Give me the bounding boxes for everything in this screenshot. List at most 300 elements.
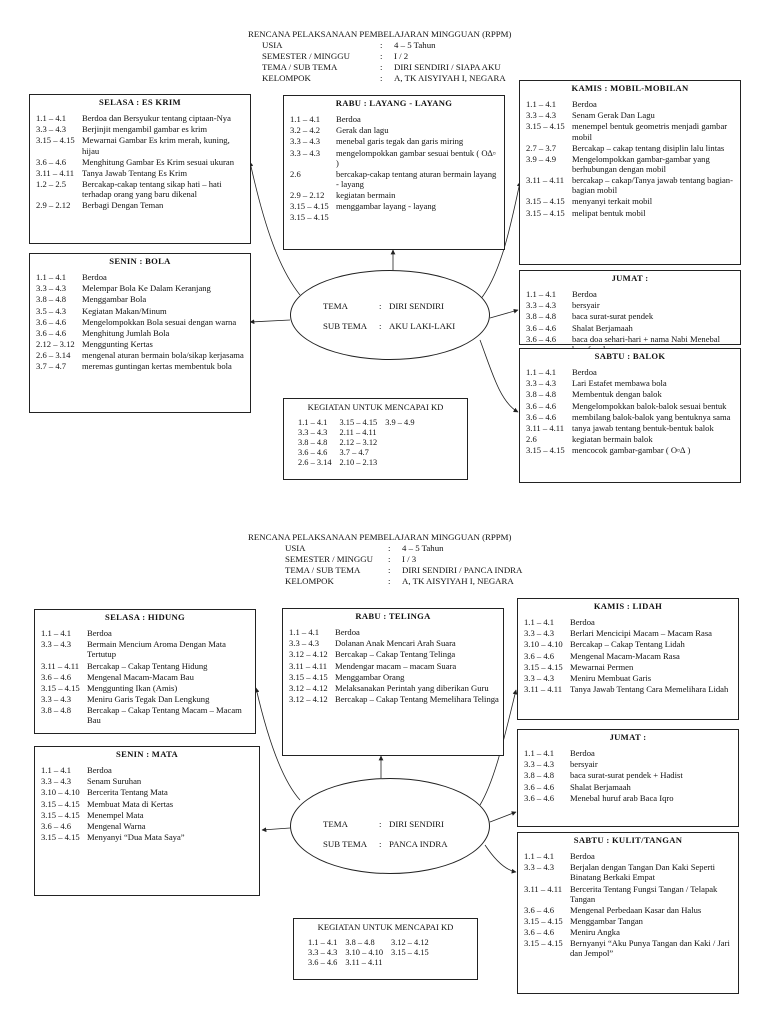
activity-item [41,765,255,775]
activity-text: Membuat Mata di Kertas [87,798,174,809]
activity-item [41,694,251,704]
activity-item [526,445,736,455]
arrow-to-jumat-1 [490,310,518,318]
activity-item [41,672,251,682]
activity-text: baca surat-surat pendek + Hadist [570,770,683,781]
activity-text: Melaksanakan Perintah yang diberikan Guru [335,682,489,693]
kd-code: 3.10 – 4.10 [41,787,80,798]
kd-code: 3.6 – 4.6 [36,316,67,327]
center-tema: TEMA : DIRI SENDIRI [323,819,444,829]
activity-text: Mendengar macam – macam Suara [335,660,457,671]
activity-list [35,628,255,725]
kd-row [298,428,423,438]
kd-code: 2.12 – 3.12 [36,338,75,349]
activity-list [518,851,738,958]
kd-code: 1.1 – 4.1 [290,114,321,125]
activity-item [524,927,734,937]
activity-text: membilang balok-balok yang bentuknya sama [572,411,731,422]
kd-code: 3.15 – 4.15 [41,798,80,809]
activity-item [289,661,499,671]
activity-item [524,684,734,694]
activity-item [289,683,499,693]
kd-cell: 2.6 – 3.14 [298,458,332,468]
kd-code: 3.3 – 4.3 [526,378,557,389]
kd-cell: 3.6 – 4.6 [308,958,338,968]
kd-cell [385,438,422,448]
activity-text: Berbagi Dengan Teman [82,200,164,211]
header-row-semester: SEMESTER / MINGGU : I / 3 [285,554,417,564]
kd-code: 2.6 – 3.14 [36,350,71,361]
kd-code: 3.15 – 4.15 [524,915,563,926]
kd-cell: 3.8 – 4.8 [298,438,328,448]
kd-code: 3.8 – 4.8 [524,770,555,781]
kd-code: 3.3 – 4.3 [526,300,557,311]
activity-item [36,113,246,123]
kd-code: 3.6 – 4.6 [41,671,72,682]
kd-cell: 3.11 – 4.11 [345,958,383,968]
activity-item [524,639,734,649]
activity-text: Berdoa dan Bersyukur tentang ciptaan-Nya [82,113,231,124]
activity-item [41,683,251,693]
activity-list [518,617,738,694]
header-row-kelompok: KELOMPOK : A, TK AISYIYAH I, NEGARA [285,576,514,586]
activity-item [526,423,736,433]
activity-list [520,99,740,218]
activity-text: Berdoa [572,367,597,378]
activity-text: Berjinjit mengambil gambar es krim [82,124,208,135]
activity-text: Bercakap – Cakap Tentang Telinga [335,649,456,660]
activity-list [283,627,503,704]
activity-item [36,135,246,155]
box-title: KAMIS : MOBIL-MOBILAN [571,83,689,93]
activity-item [289,627,499,637]
activity-item [526,143,736,153]
activity-text: meremas guntingan kertas membentuk bola [82,361,232,372]
box-title: SELASA : ES KRIM [99,97,181,107]
kd-code: 3.15 – 4.15 [41,682,80,693]
activity-text: Melempar Bola Ke Dalam Keranjang [82,283,211,294]
activity-item [289,649,499,659]
activity-text: menggambar layang - layang [336,201,436,212]
activity-text: Menghitung Jumlah Bola [82,327,170,338]
activity-item [526,289,736,299]
activity-item [526,412,736,422]
activity-text: Tanya Jawab Tentang Cara Memelihara Lidah [570,683,729,694]
activity-item [524,938,734,958]
header-row-kelompok: KELOMPOK : A, TK AISYIYAH I, NEGARA [262,73,506,83]
kd-row [308,958,437,968]
activity-item [524,748,734,758]
kd-cell [385,428,422,438]
box-title: SENIN : MATA [115,749,178,759]
activity-item [290,201,500,211]
activity-item [41,787,255,797]
activity-item [524,905,734,915]
kd-code: 3.12 – 4.12 [289,682,328,693]
activity-text: Menggunting Kertas [82,338,153,349]
activity-text: Mewarnai Gambar Es krim merah, kuning, hijau [82,135,230,156]
kd-code: 3.15 – 4.15 [290,201,329,212]
activity-item [41,705,251,725]
activity-item [41,776,255,786]
activity-text: mengelompokkan gambar sesuai bentuk ( O∆▫ ) [336,147,496,168]
kd-code: 1.1 – 4.1 [524,851,555,862]
activity-text: Menebal huruf arab Baca Iqro [570,792,674,803]
activity-item [524,782,734,792]
kd-table [308,938,437,968]
kd-row [308,948,437,958]
activity-item [526,154,736,174]
activity-text: melipat bentuk mobil [572,207,646,218]
activity-item [290,190,500,200]
activity-text: Shalat Berjamaah [570,781,631,792]
activity-item [524,884,734,904]
plan-title: RENCANA PELAKSANAAN PEMBELAJARAN MINGGUAN (RPPM) [248,29,512,39]
box-senin [29,253,251,413]
activity-item [526,323,736,333]
kd-cell: 3.9 – 4.9 [385,418,415,428]
kd-code: 3.3 – 4.3 [524,862,555,873]
box-senin [34,746,260,896]
kd-code: 3.12 – 4.12 [289,693,328,704]
activity-text: mencocok gambar-gambar ( O▫∆ ) [572,445,691,456]
activity-item [526,208,736,218]
kd-cell: 3.6 – 4.6 [298,448,328,458]
activity-text: Bercakap – Cakap Tentang Lidah [570,639,685,650]
arrow-to-senin-1 [250,320,290,322]
kd-cell: 2.10 – 2.13 [339,458,378,468]
kd-cell [385,458,422,468]
arrow-to-sabtu-2 [485,845,516,872]
kd-code: 3.3 – 4.3 [36,124,67,135]
activity-text: Menyanyi “Dua Mata Saya” [87,831,185,842]
kd-box [293,918,478,980]
kd-cell: 3.8 – 4.8 [345,938,375,948]
activity-item [36,361,246,371]
activity-text: Meniru Membuat Garis [570,672,652,683]
kd-code: 1.1 – 4.1 [36,113,67,124]
activity-text: Berjalan dengan Tangan Dan Kaki Seperti Binatang Berkaki Empat [570,862,716,883]
activity-list [520,367,740,455]
activity-item [526,99,736,109]
kd-code: 3.5 – 4.3 [36,305,67,316]
kd-code: 2.6 [290,168,301,179]
box-selasa [29,94,251,244]
activity-text: Shalat Berjamaah [572,322,633,333]
kd-code: 3.6 – 4.6 [526,333,557,344]
kd-code: 3.10 – 4.10 [524,639,563,650]
kd-code: 3.6 – 4.6 [526,322,557,333]
kd-cell: 2.12 – 3.12 [339,438,378,448]
kd-code: 2.9 – 2.12 [290,190,325,201]
kd-code: 3.6 – 4.6 [524,904,555,915]
activity-text: menyanyi terkait mobil [572,196,653,207]
activity-item [524,759,734,769]
kd-code: 3.15 – 4.15 [526,196,565,207]
box-title: SENIN : BOLA [109,256,171,266]
activity-text: menebal garis tegak dan garis miring [336,136,464,147]
activity-text: Berdoa [570,851,595,862]
kd-row [298,438,423,448]
kd-code: 3.11 – 4.11 [36,167,75,178]
kd-code: 3.11 – 4.11 [289,660,328,671]
activity-text: Menggambar Bola [82,294,147,305]
activity-text: Tanya Jawab Tentang Es Krim [82,167,188,178]
activity-item [290,125,500,135]
box-jumat [519,270,741,345]
header-row-semester: SEMESTER / MINGGU : I / 2 [262,51,409,61]
plan-title: RENCANA PELAKSANAAN PEMBELAJARAN MINGGUAN (RPPM) [248,532,512,542]
activity-item [526,378,736,388]
activity-text: Berlari Mencicipi Macam – Macam Rasa [570,628,712,639]
activity-text: Berdoa [87,628,112,639]
kd-code: 3.6 – 4.6 [36,327,67,338]
activity-text: Berdoa [87,765,112,776]
kd-code: 3.3 – 4.3 [290,136,321,147]
kd-code: 3.3 – 4.3 [524,628,555,639]
activity-item [36,272,246,282]
activity-text: Berdoa [572,99,597,110]
activity-item [526,110,736,120]
kd-code: 1.1 – 4.1 [36,272,67,283]
activity-item [290,114,500,124]
activity-text: Mengenal Warna [87,820,146,831]
activity-item [289,672,499,682]
kd-code: 3.2 – 4.2 [290,125,321,136]
kd-row [308,938,437,948]
activity-item [526,401,736,411]
activity-item [524,793,734,803]
activity-text: Berdoa [572,289,597,300]
center-tema: TEMA : DIRI SENDIRI [323,301,444,311]
activity-item [36,124,246,134]
activity-item [290,212,500,222]
kd-code: 3.15 – 4.15 [524,661,563,672]
kd-code: 1.1 – 4.1 [524,617,555,628]
activity-item [526,389,736,399]
kd-code: 1.1 – 4.1 [41,765,72,776]
activity-item [290,136,500,146]
kd-code: 1.1 – 4.1 [289,627,320,638]
activity-item [526,121,736,141]
activity-text: Kegiatan Makan/Minum [82,305,167,316]
kd-cell: 2.11 – 4.11 [339,428,377,438]
kd-cell: 3.15 – 4.15 [339,418,378,428]
activity-list [30,113,250,210]
activity-text: Menempel Mata [87,809,144,820]
activity-item [41,628,251,638]
activity-text: Senam Suruhan [87,776,142,787]
kd-code: 3.12 – 4.12 [289,649,328,660]
kd-code: 3.6 – 4.6 [526,411,557,422]
arrow-to-sabtu-1 [480,340,518,412]
kd-code: 3.15 – 4.15 [36,135,75,146]
activity-text: bersyair [572,300,600,311]
kd-code: 3.15 – 4.15 [290,212,329,223]
kd-code: 1.1 – 4.1 [526,367,557,378]
kd-code: 1.1 – 4.1 [41,628,72,639]
activity-item [36,294,246,304]
center-sub-tema: SUB TEMA : PANCA INDRA [323,839,448,849]
activity-text: Lari Estafet membawa bola [572,378,667,389]
activity-item [526,434,736,444]
kd-cell [391,958,437,968]
kd-code: 3.6 – 4.6 [526,400,557,411]
kd-cell: 1.1 – 4.1 [308,938,338,948]
activity-item [524,617,734,627]
kd-code: 3.3 – 4.3 [524,759,555,770]
box-title: SABTU : BALOK [594,351,666,361]
kd-code: 3.7 – 4.7 [36,361,67,372]
kd-code: 3.15 – 4.15 [41,831,80,842]
header-row-usia: USIA : 4 – 5 Tahun [262,40,436,50]
kd-code: 3.8 – 4.8 [41,705,72,716]
activity-item [36,157,246,167]
activity-text: Bercakap – Cakap Tentang Memelihara Telinga [335,693,499,704]
kd-code: 3.3 – 4.3 [289,638,320,649]
box-title: SELASA : HIDUNG [105,612,185,622]
kd-code: 3.6 – 4.6 [524,927,555,938]
kd-row [298,448,423,458]
activity-list [35,765,259,842]
box-rabu [282,608,504,756]
kd-row [298,418,423,428]
activity-text: Menggambar Orang [335,671,405,682]
header-row-tema: TEMA / SUB TEMA : DIRI SENDIRI / PANCA INDRA [285,565,523,575]
activity-text: Meniru Angka [570,927,620,938]
activity-text: Bercerita Tentang Fungsi Tangan / Telapak Tangan [570,883,718,904]
activity-text: Gerak dan lagu [336,125,389,136]
activity-text: Menggambar Tangan [570,915,643,926]
kd-code: 3.3 – 4.3 [524,672,555,683]
kd-code: 3.15 – 4.15 [289,671,328,682]
activity-item [524,851,734,861]
activity-text: Dolanan Anak Mencari Arah Suara [335,638,456,649]
activity-text: menempel bentuk geometris menjadi gambar mobil [572,121,728,142]
kd-code: 3.3 – 4.3 [36,283,67,294]
kd-code: 3.8 – 4.8 [526,389,557,400]
box-selasa [34,609,256,734]
activity-text: kegiatan bermain [336,190,396,201]
activity-item [41,799,255,809]
kd-code: 3.3 – 4.3 [41,776,72,787]
activity-text: Meniru Garis Tegak Dan Lengkung [87,693,210,704]
activity-list [520,289,740,354]
box-sabtu [517,832,739,994]
activity-item [36,339,246,349]
box-title: RABU : TELINGA [355,611,431,621]
box-title: KAMIS : LIDAH [593,601,663,611]
activity-item [524,651,734,661]
kd-row [298,458,423,468]
activity-text: Berdoa [82,272,107,283]
kd-code: 3.11 – 4.11 [41,660,80,671]
kd-cell: 3.7 – 4.7 [339,448,369,458]
arrow-to-jumat-2 [490,812,516,822]
kd-code: 3.6 – 4.6 [524,781,555,792]
box-jumat [517,729,739,827]
kd-code: 3.15 – 4.15 [526,121,565,132]
kd-code: 2.9 – 2.12 [36,200,71,211]
kd-code: 3.3 – 4.3 [41,693,72,704]
activity-text [336,212,500,222]
activity-text: Mewarnai Permen [570,661,634,672]
activity-item [526,196,736,206]
kd-code: 3.15 – 4.15 [41,809,80,820]
center-topic-ellipse [290,270,490,360]
activity-item [526,300,736,310]
box-title: JUMAT : [611,273,649,283]
activity-list [518,748,738,803]
kd-code: 3.3 – 4.3 [526,110,557,121]
activity-text: Menghitung Gambar Es Krim sesuai ukuran [82,156,235,167]
activity-text: bercakap-cakap tentang aturan bermain layang - layang [336,168,497,189]
activity-text: Bercerita Tentang Mata [87,787,168,798]
activity-text: Mengelompokkan gambar-gambar yang berhubungan dengan mobil [572,153,710,174]
activity-item [289,694,499,704]
kd-code: 3.15 – 4.15 [526,445,565,456]
activity-text: mengenal aturan bermain bola/sikap kerjasama [82,350,244,361]
activity-text: baca surat-surat pendek [572,311,654,322]
kd-title: KEGIATAN UNTUK MENCAPAI KD [307,402,444,412]
kd-table [298,418,423,468]
activity-text: tanya jawab tentang bentuk-bentuk balok [572,422,714,433]
kd-code: 3.6 – 4.6 [41,820,72,831]
activity-list [284,114,504,222]
kd-code: 3.11 – 4.11 [526,422,565,433]
activity-text: Mengenal Macam-Macam Rasa [570,650,680,661]
activity-item [36,283,246,293]
kd-code: 3.3 – 4.3 [290,147,321,158]
activity-item [290,148,500,168]
activity-item [36,168,246,178]
activity-text: Berdoa [336,114,361,125]
activity-item [36,328,246,338]
kd-title: KEGIATAN UNTUK MENCAPAI KD [317,922,454,932]
activity-text: Menggunting Ikan (Amis) [87,682,178,693]
kd-code: 3.11 – 4.11 [526,175,565,186]
activity-item [41,639,251,659]
activity-item [36,179,246,199]
kd-cell: 3.15 – 4.15 [391,948,429,958]
activity-item [290,169,500,189]
kd-code: 3.6 – 4.6 [36,156,67,167]
kd-cell: 1.1 – 4.1 [298,418,328,428]
kd-code: 3.6 – 4.6 [524,650,555,661]
activity-text: Senam Gerak Dan Lagu [572,110,655,121]
kd-code: 1.1 – 4.1 [526,289,557,300]
kd-code: 3.9 – 4.9 [526,153,557,164]
activity-text: baca doa sehari-hari + nama Nabi Menebal [572,333,721,344]
activity-list [30,272,250,371]
box-sabtu [519,348,741,483]
activity-text: Mengelompokkan balok-balok sesuai bentuk [572,400,727,411]
center-topic-ellipse [290,778,490,874]
activity-text: Bercakap – Cakap Tentang Macam – Macam Bau [87,705,242,726]
activity-text: Bermain Mencium Aroma Dengan Mata Tertutup [87,639,226,660]
box-title: RABU : LAYANG - LAYANG [335,98,453,108]
kd-code: 1.2 – 2.5 [36,178,67,189]
activity-item [36,200,246,210]
activity-item [41,832,255,842]
activity-item [526,175,736,195]
activity-item [524,628,734,638]
activity-text: Bercakap – cakap tentang disiplin lalu lintas [572,142,725,153]
activity-item [524,916,734,926]
kd-code: 2.7 – 3.7 [526,142,557,153]
header-row-tema: TEMA / SUB TEMA : DIRI SENDIRI / SIAPA AKU [262,62,501,72]
activity-text: Berdoa [335,627,360,638]
